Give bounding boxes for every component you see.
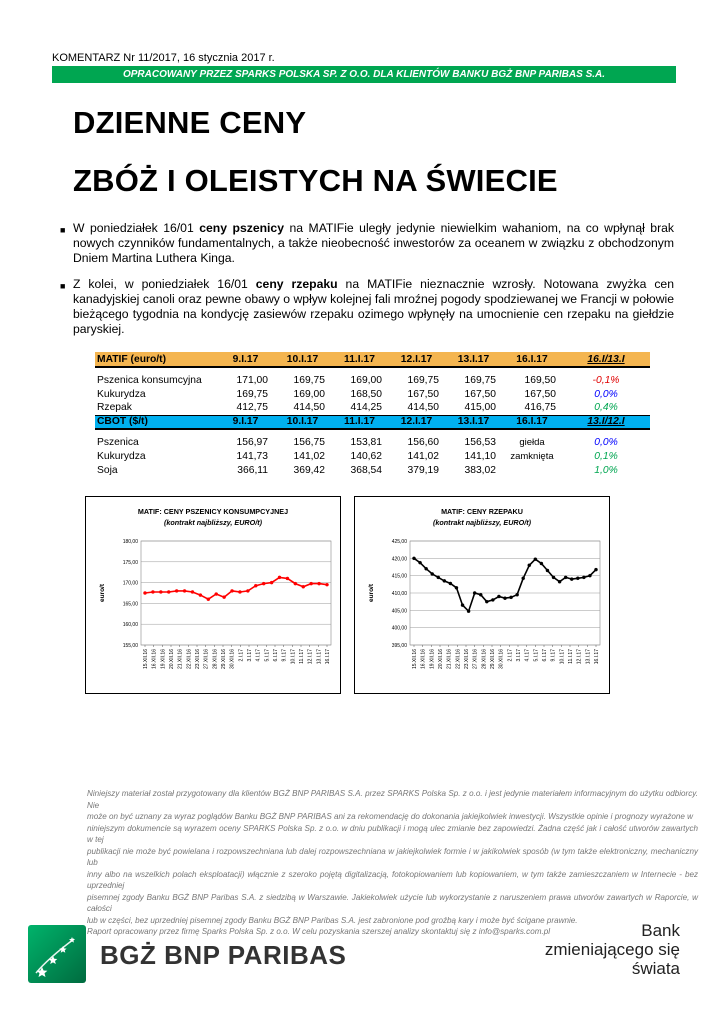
data-point xyxy=(437,576,440,579)
commentary-header: KOMENTARZ Nr 11/2017, 16 stycznia 2017 r. xyxy=(52,52,275,64)
y-tick-label: 175,00 xyxy=(122,559,138,566)
prices-table xyxy=(95,352,650,477)
change-cell: 1,0% xyxy=(594,464,618,476)
wheat-chart xyxy=(86,497,340,693)
bank-slogan xyxy=(540,921,680,978)
table-header-cell: CBOT ($/t) xyxy=(95,415,217,429)
table-header-cell: 16.I.17 xyxy=(502,415,562,429)
table-row xyxy=(95,401,650,415)
table-header-cell: 12.I.17 xyxy=(388,415,445,429)
table-cell: 369,42 xyxy=(293,464,325,476)
data-point xyxy=(270,581,273,584)
table-header-cell: 9.I.17 xyxy=(217,415,274,429)
table-cell: 167,50 xyxy=(407,388,439,400)
bank-logo xyxy=(28,925,86,988)
data-point xyxy=(317,582,320,585)
x-tick-label: 29.XII.16 xyxy=(221,649,227,670)
table-cell: zamknięta xyxy=(510,450,554,462)
y-tick-label: 415,00 xyxy=(391,573,407,580)
page-title-line1: DZIENNE CENY xyxy=(73,105,307,140)
stars-logo-icon xyxy=(28,925,86,983)
x-tick-label: 4.I.17 xyxy=(524,649,531,662)
bank-name-logo-text: BGŻ BNP PARIBAS xyxy=(100,940,347,970)
y-tick-label: 410,00 xyxy=(391,591,407,597)
y-tick-label: 160,00 xyxy=(122,622,138,629)
x-tick-label: 9.I.17 xyxy=(281,649,288,662)
x-tick-label: 22.XII.16 xyxy=(455,649,462,670)
chart-subtitle: (kontrakt najbliższy, EURO/t) xyxy=(164,518,262,527)
x-tick-label: 5.I.17 xyxy=(533,649,540,662)
bullet-paragraph-rapeseed: Z kolei, w poniedziałek 16/01 ceny rzepaku na MATIFie nieznacznie wzrosły. Notowana zwyżka cen kanadyjskiej canoli oraz pewne obawy o wpływ kolejnej fali mroźnej pogody spodziewanej we Francji w połowie bieżącego tygodnia na kondycję zasiewów rzepaku ozimego wpłynęły na umocnienie cen rzepaku na giełdzie paryskiej. xyxy=(73,277,674,336)
table-row xyxy=(95,387,650,401)
table-cell xyxy=(502,463,562,477)
table-cell: 141,73 xyxy=(236,450,268,462)
table-header-cell: 10.I.17 xyxy=(274,352,331,367)
change-cell: 0,4% xyxy=(594,402,618,414)
x-tick-label: 16.XII.16 xyxy=(420,649,427,670)
disclaimer xyxy=(87,788,698,938)
data-point xyxy=(325,583,328,586)
x-tick-label: 11.I.17 xyxy=(568,649,574,664)
table-cell: 414,25 xyxy=(350,402,382,414)
table-header-cell: 16.I/13.I xyxy=(562,352,650,367)
bullet-paragraph-wheat: W poniedziałek 16/01 ceny pszenicy na MATIFie uległy jedynie niewielkim wahaniom, na co wpłynął brak nowych czynników fundamentalnych, a także nieobecność inwestorów za oceanem w związku z obchodzonym Dniem Martina Luthera Kinga. xyxy=(73,221,674,265)
data-point xyxy=(246,589,249,592)
y-tick-label: 170,00 xyxy=(122,580,138,587)
change-cell: -0,1% xyxy=(592,374,620,386)
y-tick-label: 165,00 xyxy=(122,601,138,608)
disclaimer-line: publikacji nie może być powielana i rozpowszechniana lub dalej rozpowszechniana w jakiejkolwiek formie i w jakikolwiek sposób (w tym także elektroniczny, mechaniczny lub xyxy=(87,846,698,867)
table-header-cell: 11.I.17 xyxy=(331,352,388,367)
data-point xyxy=(199,593,202,596)
disclaimer-line: niniejszym dokumencie są wyrazem oceny SPARKS Polska Sp. z o.o. w dniu publikacji i mogą ulec zmianie bez zapowiedzi. Żadna część jak i całość utworów zawartych w tej xyxy=(87,823,698,844)
table-header-cell: 9.I.17 xyxy=(217,352,274,367)
table-row xyxy=(95,435,650,449)
table-cell: 169,00 xyxy=(350,374,382,386)
x-tick-label: 15.XII.16 xyxy=(412,649,418,670)
table-cell: 167,50 xyxy=(464,388,496,400)
x-tick-label: 28.XII.16 xyxy=(212,649,219,670)
data-point xyxy=(588,574,591,577)
x-tick-label: 9.I.17 xyxy=(550,649,557,662)
y-tick-label: 425,00 xyxy=(391,539,407,545)
change-cell: 0,0% xyxy=(594,388,618,400)
table-cell: Kukurydza xyxy=(97,388,146,400)
slogan-line: świata xyxy=(631,959,680,978)
data-point xyxy=(503,597,506,600)
x-tick-label: 21.XII.16 xyxy=(446,649,453,670)
x-tick-label: 27.XII.16 xyxy=(203,649,210,670)
x-tick-label: 13.I.17 xyxy=(585,649,592,665)
disclaimer-line: Niniejszy materiał został przygotowany dla klientów BGŻ BNP PARIBAS S.A. przez SPARKS Polska Sp. z o.o. i jest jedynie materiałem informacyjnym do użytku odbiorcy. Nie xyxy=(87,789,698,810)
table-cell: 156,97 xyxy=(236,436,268,448)
x-tick-label: 6.I.17 xyxy=(273,649,279,662)
x-tick-label: 5.I.17 xyxy=(264,649,271,662)
table-cell: 169,75 xyxy=(236,388,268,400)
x-tick-label: 10.I.17 xyxy=(559,649,566,665)
chart-title: MATIF: CENY RZEPAKU xyxy=(441,507,523,516)
table-cell: 140,62 xyxy=(350,450,382,462)
data-point xyxy=(443,579,446,582)
disclaimer-line: lub w części, bez uprzedniej pisemnej zgody Banku BGŻ BNP Paribas S.A. jest zabronione pod groźbą kary i może być ścigane prawnie. xyxy=(87,915,578,925)
data-point xyxy=(215,592,218,595)
data-point xyxy=(151,590,154,593)
data-point xyxy=(497,595,500,598)
data-point xyxy=(159,590,162,593)
chart-title: MATIF: CENY PSZENICY KONSUMPCYJNEJ xyxy=(137,507,289,516)
table-cell: Pszenica xyxy=(97,436,139,448)
table-cell: 383,02 xyxy=(464,464,496,476)
data-point xyxy=(449,582,452,585)
x-tick-label: 6.I.17 xyxy=(542,649,548,662)
data-point xyxy=(570,578,573,581)
y-tick-label: 155,00 xyxy=(122,643,138,649)
data-point xyxy=(479,593,482,596)
table-row xyxy=(95,373,650,387)
x-tick-label: 3.I.17 xyxy=(247,649,253,662)
table-cell: 141,02 xyxy=(407,450,439,462)
table-header-cell: 13.I.17 xyxy=(445,415,502,429)
table-cell: 156,53 xyxy=(464,436,496,448)
x-tick-label: 23.XII.16 xyxy=(195,649,201,670)
table-header-cell: MATIF (euro/t) xyxy=(95,352,217,367)
data-point xyxy=(594,568,597,571)
data-point xyxy=(412,557,415,560)
data-point xyxy=(491,598,494,601)
x-tick-label: 13.I.17 xyxy=(316,649,323,665)
data-point xyxy=(564,576,567,579)
data-point xyxy=(167,590,170,593)
bullet-marker-1: ■ xyxy=(60,225,66,235)
data-point xyxy=(576,577,579,580)
y-axis-label: euro/t xyxy=(368,583,375,603)
x-tick-label: 4.I.17 xyxy=(255,649,262,662)
x-tick-label: 27.XII.16 xyxy=(472,649,479,670)
table-cell: 169,50 xyxy=(524,374,556,386)
data-point xyxy=(310,582,313,585)
slogan-line: zmieniającego się xyxy=(544,940,680,959)
data-point xyxy=(473,591,476,594)
table-cell: 415,00 xyxy=(464,402,496,414)
table-cell: Kukurydza xyxy=(97,450,146,462)
table-cell: 169,75 xyxy=(293,374,325,386)
table-cell: 141,10 xyxy=(464,450,496,462)
x-tick-label: 12.I.17 xyxy=(576,649,583,665)
data-point xyxy=(278,576,281,579)
x-tick-label: 3.I.17 xyxy=(516,649,522,662)
data-point xyxy=(294,582,297,585)
data-point xyxy=(431,572,434,575)
x-tick-label: 21.XII.16 xyxy=(177,649,184,670)
table-header-cell: 13.I.17 xyxy=(445,352,502,367)
data-point xyxy=(467,610,470,613)
data-point xyxy=(262,582,265,585)
data-point xyxy=(582,576,585,579)
data-point xyxy=(546,569,549,572)
x-tick-label: 20.XII.16 xyxy=(169,649,175,670)
x-tick-label: 29.XII.16 xyxy=(490,649,496,670)
table-cell: 416,75 xyxy=(524,402,556,414)
table-header-cell: 11.I.17 xyxy=(331,415,388,429)
table-cell: giełda xyxy=(519,436,545,448)
table-cell: 412,75 xyxy=(236,402,268,414)
x-tick-label: 19.XII.16 xyxy=(160,649,167,670)
table-cell: 414,50 xyxy=(293,402,325,414)
table-header-cell: 12.I.17 xyxy=(388,352,445,367)
rapeseed-chart-box xyxy=(354,496,610,694)
data-point xyxy=(238,590,241,593)
data-point xyxy=(528,564,531,567)
table-cell: 414,50 xyxy=(407,402,439,414)
table-cell: 169,75 xyxy=(464,374,496,386)
data-point xyxy=(516,593,519,596)
x-tick-label: 2.I.17 xyxy=(238,649,245,662)
table-cell: 169,75 xyxy=(407,374,439,386)
x-tick-label: 19.XII.16 xyxy=(429,649,436,670)
x-tick-label: 11.I.17 xyxy=(299,649,305,664)
chart-subtitle: (kontrakt najbliższy, EURO/t) xyxy=(433,518,531,527)
table-header-cell: 10.I.17 xyxy=(274,415,331,429)
data-point xyxy=(425,567,428,570)
data-point xyxy=(485,600,488,603)
change-cell: 0,1% xyxy=(594,450,618,462)
y-axis-label: euro/t xyxy=(99,583,106,603)
table-cell: 156,75 xyxy=(293,436,325,448)
bullet-marker-2: ■ xyxy=(60,281,66,291)
cbot-header-row xyxy=(95,415,650,429)
y-tick-label: 395,00 xyxy=(391,643,407,649)
data-point xyxy=(540,562,543,565)
table-cell: 168,50 xyxy=(350,388,382,400)
data-point xyxy=(534,558,537,561)
table-cell: 366,11 xyxy=(237,464,268,476)
x-tick-label: 22.XII.16 xyxy=(186,649,193,670)
y-tick-label: 420,00 xyxy=(391,556,407,563)
table-header-cell: 16.I.17 xyxy=(502,352,562,367)
table-header-cell: 13.I/12.I xyxy=(562,415,650,429)
data-point xyxy=(455,586,458,589)
matif-header-row xyxy=(95,352,650,367)
disclaimer-line: pisemnej zgody Banku BGŻ BNP Paribas S.A. z siedzibą w Warszawie. Jakiekolwiek użycie lub wykorzystanie z naruszeniem prawa utworów zawartych w Raporcie, w całości xyxy=(87,892,698,913)
table-cell: 167,50 xyxy=(524,388,556,400)
x-tick-label: 2.I.17 xyxy=(507,649,514,662)
x-tick-label: 28.XII.16 xyxy=(481,649,488,670)
table-cell: 171,00 xyxy=(236,374,268,386)
table-cell: 379,19 xyxy=(407,464,439,476)
x-tick-label: 16.XII.16 xyxy=(151,649,158,670)
data-point xyxy=(509,596,512,599)
data-point xyxy=(143,591,146,594)
prepared-by-banner: OPRACOWANY PRZEZ SPARKS POLSKA SP. Z O.O. DLA KLIENTÓW BANKU BGŻ BNP PARIBAS S.A. xyxy=(52,66,676,83)
table-row xyxy=(95,449,650,463)
data-point xyxy=(418,561,421,564)
data-point xyxy=(558,580,561,583)
x-tick-label: 16.I.17 xyxy=(594,649,600,665)
data-point xyxy=(461,604,464,607)
disclaimer-line: Raport opracowany przez firmę Sparks Polska Sp. z o.o. W celu pozyskania szerszej analizy skontaktuj się z info@sparks.com.pl xyxy=(87,927,551,936)
data-point xyxy=(175,589,178,592)
x-tick-label: 23.XII.16 xyxy=(464,649,470,670)
page-title-line2: ZBÓŻ I OLEISTYCH NA ŚWIECIE xyxy=(73,163,558,198)
y-tick-label: 405,00 xyxy=(391,608,407,615)
data-point xyxy=(522,577,525,580)
data-point xyxy=(207,598,210,601)
table-cell: Rzepak xyxy=(97,402,132,414)
data-point xyxy=(230,589,233,592)
y-tick-label: 180,00 xyxy=(122,539,138,545)
data-point xyxy=(552,576,555,579)
change-cell: 0,0% xyxy=(594,436,618,448)
wheat-chart-box xyxy=(85,496,341,694)
x-tick-label: 12.I.17 xyxy=(307,649,314,665)
x-tick-label: 20.XII.16 xyxy=(438,649,444,670)
x-tick-label: 16.I.17 xyxy=(325,649,331,665)
x-tick-label: 30.XII.16 xyxy=(229,649,236,670)
x-tick-label: 15.XII.16 xyxy=(143,649,149,670)
table-cell: 153,81 xyxy=(350,436,382,448)
table-row xyxy=(95,463,650,477)
table-cell: 141,02 xyxy=(293,450,325,462)
data-point xyxy=(302,585,305,588)
table-cell: 169,00 xyxy=(293,388,325,400)
disclaimer-line: inny albo na wszelkich polach eksploatacji) włącznie z szeroko pojętą digitalizacją, fotokopiowaniem lub kopiowaniem, w tym także zamieszczaniem w Internecie - bez uprzedniej xyxy=(87,869,698,890)
table-cell: 156,60 xyxy=(407,436,439,448)
data-point xyxy=(254,584,257,587)
data-point xyxy=(191,590,194,593)
x-tick-label: 30.XII.16 xyxy=(498,649,505,670)
disclaimer-line: może on być uznany za wyraz poglądów Banku BGŻ BNP PARIBAS ani za rekomendację do dokonania jakiejkolwiek inwestycji. Wszystkie opinie i prognozy wyrażone w xyxy=(87,812,693,821)
x-tick-label: 10.I.17 xyxy=(290,649,297,665)
data-point xyxy=(223,596,226,599)
data-point xyxy=(286,577,289,580)
y-tick-label: 400,00 xyxy=(391,625,407,632)
table-cell: Pszenica konsumcyjna xyxy=(97,374,202,386)
table-cell: Soja xyxy=(97,464,118,476)
data-point xyxy=(183,589,186,592)
slogan-line: Bank xyxy=(641,921,680,940)
rapeseed-chart xyxy=(355,497,609,693)
table-cell: 368,54 xyxy=(350,464,382,476)
